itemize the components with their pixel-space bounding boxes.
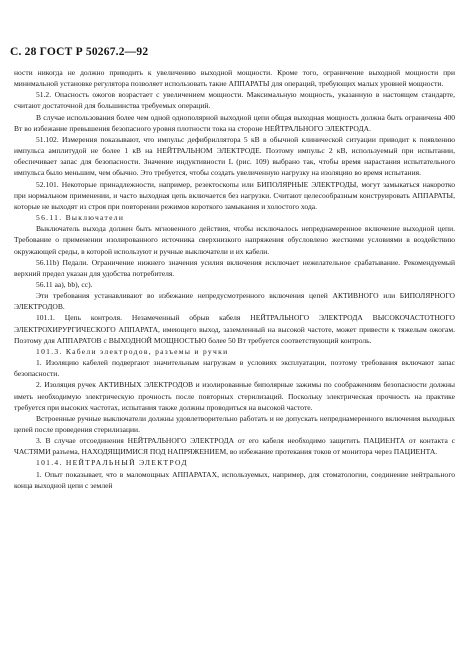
section-heading: 101.4. НЕЙТРАЛЬНЫЙ ЭЛЕКТРОД <box>36 458 188 468</box>
section-heading: 101.3. Кабели электродов, разъемы и ручки <box>36 346 229 356</box>
paragraph: ности никогда не должно приводить к увеличению выходной мощности. Кроме того, ограничение выходной мощности при минимальной установке регулятора позволяет использовать такие АППАРАТЫ для операций, требующих малых уровней мощности. <box>14 68 455 89</box>
paragraph: 1. Изоляцию кабелей подвергают значительным нагрузкам в условиях эксплуатации, поэтому требования включают запас безопасности. <box>14 358 455 379</box>
paragraph: 51.2. Опасность ожогов возрастает с увеличением мощности. Максимальную мощность, указанную в настоящем стандарте, считают достаточной для большинства требуемых операций. <box>14 90 455 111</box>
page-header: С. 28 ГОСТ Р 50267.2—92 <box>10 46 149 58</box>
paragraph: 101.1. Цепь контроля. Незамеченный обрыв кабеля НЕЙТРАЛЬНОГО ЭЛЕКТРОДА ВЫСОКОЧАСТОТНОГО ЭЛЕКТРОХИРУРГИЧЕСКОГО АППАРАТА, имеющего выход, заземленный на высокой частоте, может привести к тяжелым ожогам. Поэтому для АППАРАТОВ с ВЫХОДНОЙ МОЩНОСТЬЮ более 50 Вт требуется соответствующий контроль. <box>14 313 455 345</box>
paragraph: 52.101. Некоторые принадлежности, например, резектоскопы или БИПОЛЯРНЫЕ ЭЛЕКТРОДЫ, могут замыкаться накоротко при нормальном применении, и часто выходная цепь включается без нагрузки. Считают целесообразным конструировать АППАРАТЫ, которые не выходят из строя при повторении режимов короткого замыкания и холостого хода. <box>14 179 455 211</box>
paragraph: 56.11 аа), bb), cc). <box>36 279 93 289</box>
paragraph: В случае использования более чем одной однополярной выходной цепи общая выходная мощность должна быть ограничена 400 Вт во избежание превышения безопасного уровня плотности тока на стороне НЕЙТРАЛЬНОГО ЭЛЕКТРОДА. <box>14 112 455 133</box>
section-heading: 56.11. Выключатели <box>36 213 125 223</box>
paragraph: 1. Опыт показывает, что в маломощных АППАРАТАХ, используемых, например, для стоматологии, соединение нейтрального конца выходной цепи с землей <box>14 469 455 490</box>
paragraph: 2. Изоляция ручек АКТИВНЫХ ЭЛЕКТРОДОВ и изолированные биполярные зажимы по соображениям безопасности должны иметь необходимую электрическую прочность после повторных стерилизаций. Поскольку электрическая прочность на практике требуется при высоких частотах, испытания также должны проводиться на высокой частоте. <box>14 380 455 412</box>
paragraph: Эти требования устанавливают во избежание непредусмотренного включения цепей АКТИВНОГО или БИПОЛЯРНОГО ЭЛЕКТРОДОВ. <box>14 291 455 312</box>
paragraph: Встроенные ручные выключатели должны удовлетворительно работать и не допускать непреднамеренного включения выходных цепей после проведения стерилизации. <box>14 413 455 434</box>
document-body <box>14 67 455 491</box>
paragraph: 51.102. Измерения показывают, что импульс дефибриллятора 5 кВ в обычной клинической ситуации приводит к появлению импульса амплитудой не более 1 кВ на НЕЙТРАЛЬНОМ ЭЛЕКТРОДЕ. Поэтому импульс 2 кВ, используемый при испытании, обеспечивает запас для безопасности. Значение индуктивности L (рис. 109) выбрано так, чтобы время нарастания испытательного импульса было меньшим, чем обычно. Это требуется, чтобы создать увеличенную нагрузку на изоляцию во время испытания. <box>14 134 455 178</box>
paragraph: 56.11b) Педали. Ограничение нижнего значения усилия включения исключает нежелательное срабатывание. Рекомендуемый верхний предел указан для удобства потребителя. <box>14 257 455 278</box>
paragraph: 3. В случае отсоединения НЕЙТРАЛЬНОГО ЭЛЕКТРОДА от его кабеля необходимо защитить ПАЦИЕНТА от контакта с ЧАСТЯМИ разъема, НАХОДЯЩИМИСЯ ПОД НАПРЯЖЕНИЕМ, во избежание протекания токов от монитора через ПАЦИЕНТА. <box>14 436 455 457</box>
paragraph: Выключатель выхода должен быть мгновенного действия, чтобы исключалось непреднамеренное включение выходной цепи. Требование о применении изолированного источника сверхнизкого напряжения обусловлено жесткими условиями в воздействию окружающей среды, в которой используют и ручные выключатели и их кабели. <box>14 224 455 256</box>
